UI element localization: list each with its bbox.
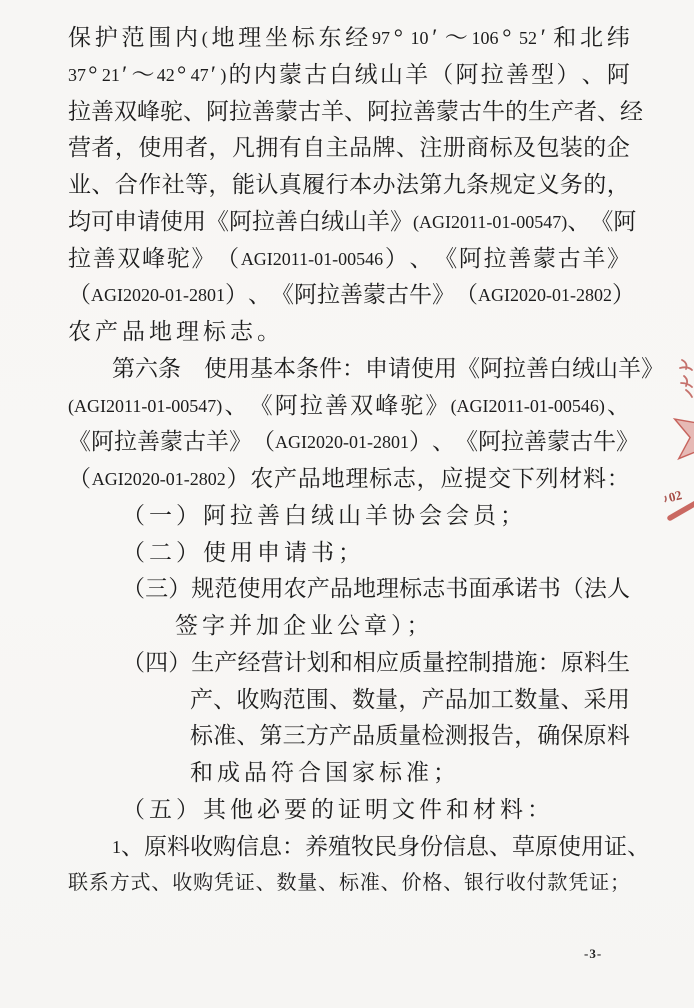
text-line: （ AGI2020-01-2802 ） 农 产 品 地 理 标 志 ， 应 提 交 下 列 材 料 ：	[68, 466, 630, 491]
text-line: 第 六 条 使 用 基 本 条 件 ： 申 请 使 用 《 阿 拉 善 白 绒 山 羊 》	[112, 355, 664, 381]
text-line: 产 、 收 购 范 围 、 数 量 ， 产 品 加 工 数 量 、 采 用	[190, 686, 630, 712]
text-line: （一）阿拉善白绒山羊协会会员；	[122, 502, 527, 528]
text-line: 营 者 ， 使 用 者 ， 凡 拥 有 自 主 品 牌 、 注 册 商 标 及 包 装 的 企	[68, 135, 630, 161]
text-line: 联 系 方 式 、 收 购 凭 证 、 数 量 、 标 准 、 价 格 、 银 行 收 付 款 凭 证 ；	[68, 872, 630, 895]
stamp-arc-digits: 02	[667, 487, 684, 505]
stamp-star-icon	[675, 403, 694, 467]
text-line: （ AGI2020-01-2801 ） 、 《 阿 拉 善 蒙 古 牛 》 （ AGI2020-01-2802 ）	[68, 282, 635, 308]
page-number: -3-	[584, 946, 603, 961]
text-line: （五）其他必要的证明文件和材料：	[122, 796, 554, 822]
text-line: 保 护 范 围 内 ( 地 理 坐 标 东 经 97 ° 10 ′ ～ 106 ° 52 ′ 和 北 纬	[68, 25, 630, 50]
text-line: 拉 善 双 峰 驼 、 阿 拉 善 蒙 古 羊 、 阿 拉 善 蒙 古 牛 的 生 产 者 、 经	[68, 98, 643, 124]
text-line: (AGI2011-01-00547) 、 《 阿 拉 善 双 峰 驼 》 (AGI2011-01-00546) 、	[68, 392, 630, 418]
text-line: 和成品符合国家标准；	[190, 760, 460, 785]
text-line: 签字并加企业公章）；	[175, 613, 434, 638]
stamp-ring-arc	[670, 503, 694, 518]
text-line: 37 ° 21 ′ ～ 42 ° 47 ′ ) 的 内 蒙 古 白 绒 山 羊 （ 阿 拉 善 型 ） 、 阿	[68, 61, 630, 87]
text-line: 农产品地理标志。	[68, 319, 284, 344]
text-line: 均 可 申 请 使 用 《 阿 拉 善 白 绒 山 羊 》 (AGI2011-01-00547) 、 《 阿	[68, 208, 637, 234]
text-line: （ 四 ） 生 产 经 营 计 划 和 相 应 质 量 控 制 措 施 ： 原 料 生	[122, 649, 630, 675]
text-line: 拉 善 双 峰 驼 》 （ AGI2011-01-00546 ） 、 《 阿 拉 善 蒙 古 羊 》	[68, 245, 630, 271]
stamp-text-fragment	[680, 360, 692, 397]
text-line: 1 、 原 料 收 购 信 息 ： 养 殖 牧 民 身 份 信 息 、 草 原 使 用 证 、	[112, 833, 650, 859]
text-line: 《 阿 拉 善 蒙 古 羊 》 （ AGI2020-01-2801 ） 、 《 阿 拉 善 蒙 古 牛 》	[68, 429, 639, 455]
text-line: （二）使用申请书；	[122, 539, 365, 565]
text-line: 标 准 、 第 三 方 产 品 质 量 检 测 报 告 ， 确 保 原 料	[190, 723, 630, 749]
document-body	[68, 20, 664, 902]
text-line: （ 三 ） 规 范 使 用 农 产 品 地 理 标 志 书 面 承 诺 书 （ 法 人	[122, 576, 630, 602]
text-line: 业 、 合 作 社 等 ， 能 认 真 履 行 本 办 法 第 九 条 规 定 义 务 的 ，	[68, 172, 630, 197]
